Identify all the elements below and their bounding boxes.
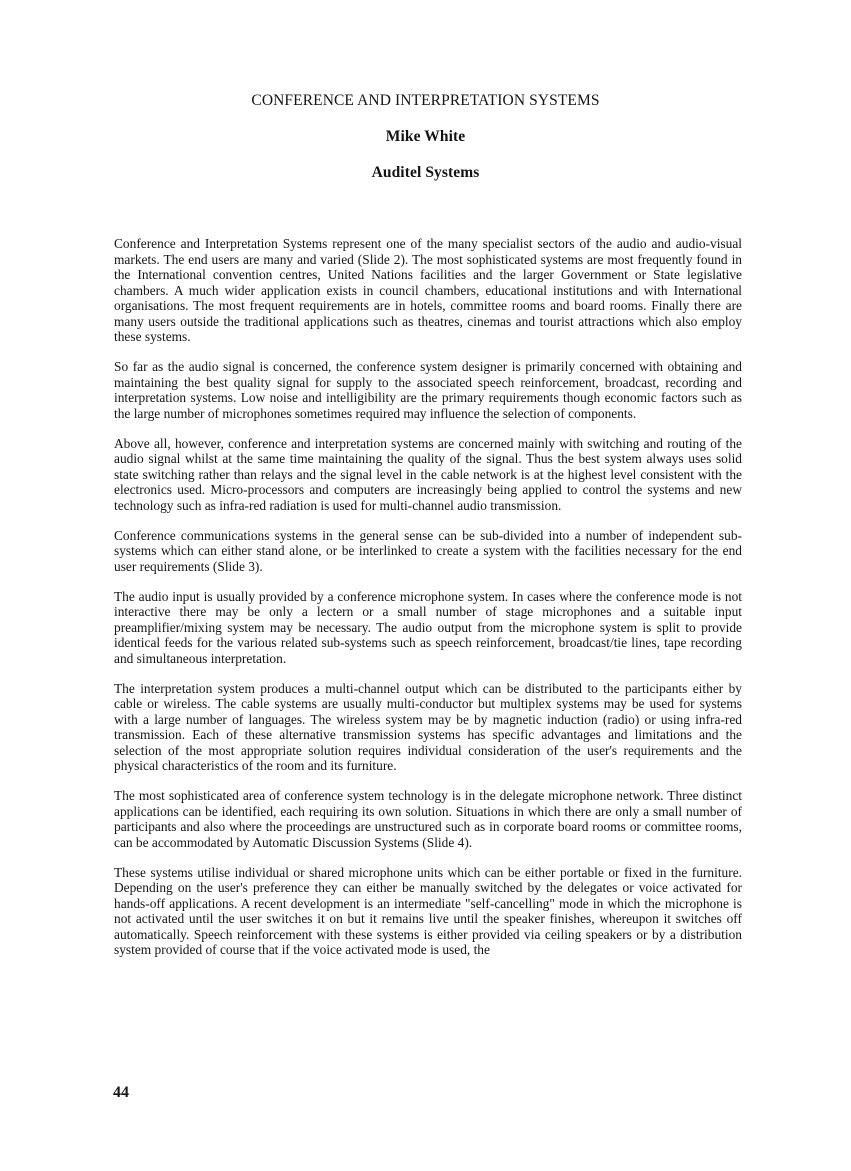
author-name: Mike White [385,128,466,145]
paragraph-5: The audio input is usually provided by a conference microphone system. In cases where the conference mode is not interactive there may be only a lectern or a small number of stage microphones and a suitable input preamplifier/mixing system may be necessary. The audio output from the microphone system is split to provide identical feeds for the various related sub-systems such as speech reinforcement, broadcast/tie lines, tape recording and simultaneous interpretation. [114,588,742,666]
page-number: 44 [113,1084,129,1101]
paragraph-4: Conference communications systems in the general sense can be sub-divided into a number of independent sub-systems which can either stand alone, or be interlinked to create a system with the facilities necessary for the end user requirements (Slide 3). [114,527,742,574]
paragraph-7: The most sophisticated area of conference system technology is in the delegate microphone network. Three distinct applications can be identified, each requiring its own solution. Situations in which there are only a small number of participants and also where the proceedings are unstructured such as in corporate board rooms or committee rooms, can be accommodated by Automatic Discussion Systems (Slide 4). [114,788,742,850]
paragraph-8: These systems utilise individual or shared microphone units which can be either portable or fixed in the furniture. Depending on the user's preference they can either be manually switched by the delegates or voice activated for hands-off applications. A recent development is an intermediate "self-cancelling" mode in which the microphone is not activated until the user switches it on but it remains live until the speaker finishes, whereupon it switches off automatically. Speech reinforcement with these systems is either provided via ceiling speakers or by a distribution system provided of course that if the voice activated mode is used, the [114,864,742,957]
paragraph-3: Above all, however, conference and interpretation systems are concerned mainly with switching and routing of the audio signal whilst at the same time maintaining the quality of the signal. Thus the best system always uses solid state switching rather than relays and the signal level in the cable network is at the highest level consistent with the electronics used. Micro-processors and computers are increasingly being applied to control the systems and new technology such as infra-red radiation is used for multi-channel audio transmission. [114,435,742,513]
paper-title: CONFERENCE AND INTERPRETATION SYSTEMS [251,92,600,109]
author-affiliation: Auditel Systems [371,164,480,181]
paragraph-2: So far as the audio signal is concerned, the conference system designer is primarily concerned with obtaining and maintaining the best quality signal for supply to the associated speech reinforcement, broadcast, recording and interpretation systems. Low noise and intelligibility are the primary requirements though economic factors such as the large number of microphones sometimes required may influence the selection of components. [114,359,742,421]
body-text [114,236,742,972]
paragraph-6: The interpretation system produces a multi-channel output which can be distributed to the participants either by cable or wireless. The cable systems are usually multi-conductor but multiplex systems may be used for systems with a large number of languages. The wireless system may be by magnetic induction (radio) or using infra-red transmission. Each of these alternative transmission systems has specific advantages and limitations and the selection of the most appropriate solution requires individual consideration of the user's requirements and the physical characteristics of the room and its furniture. [114,680,742,773]
paragraph-1: Conference and Interpretation Systems represent one of the many specialist sectors of the audio and audio-visual markets. The end users are many and varied (Slide 2). The most sophisticated systems are most frequently found in the International convention centres, United Nations facilities and the larger Government or State legislative chambers. A much wider application exists in council chambers, educational institutions and with International organisations. The most frequent requirements are in hotels, committee rooms and board rooms. Finally there are many users outside the traditional applications such as theatres, cinemas and tourist attractions which also employ these systems. [114,236,742,344]
